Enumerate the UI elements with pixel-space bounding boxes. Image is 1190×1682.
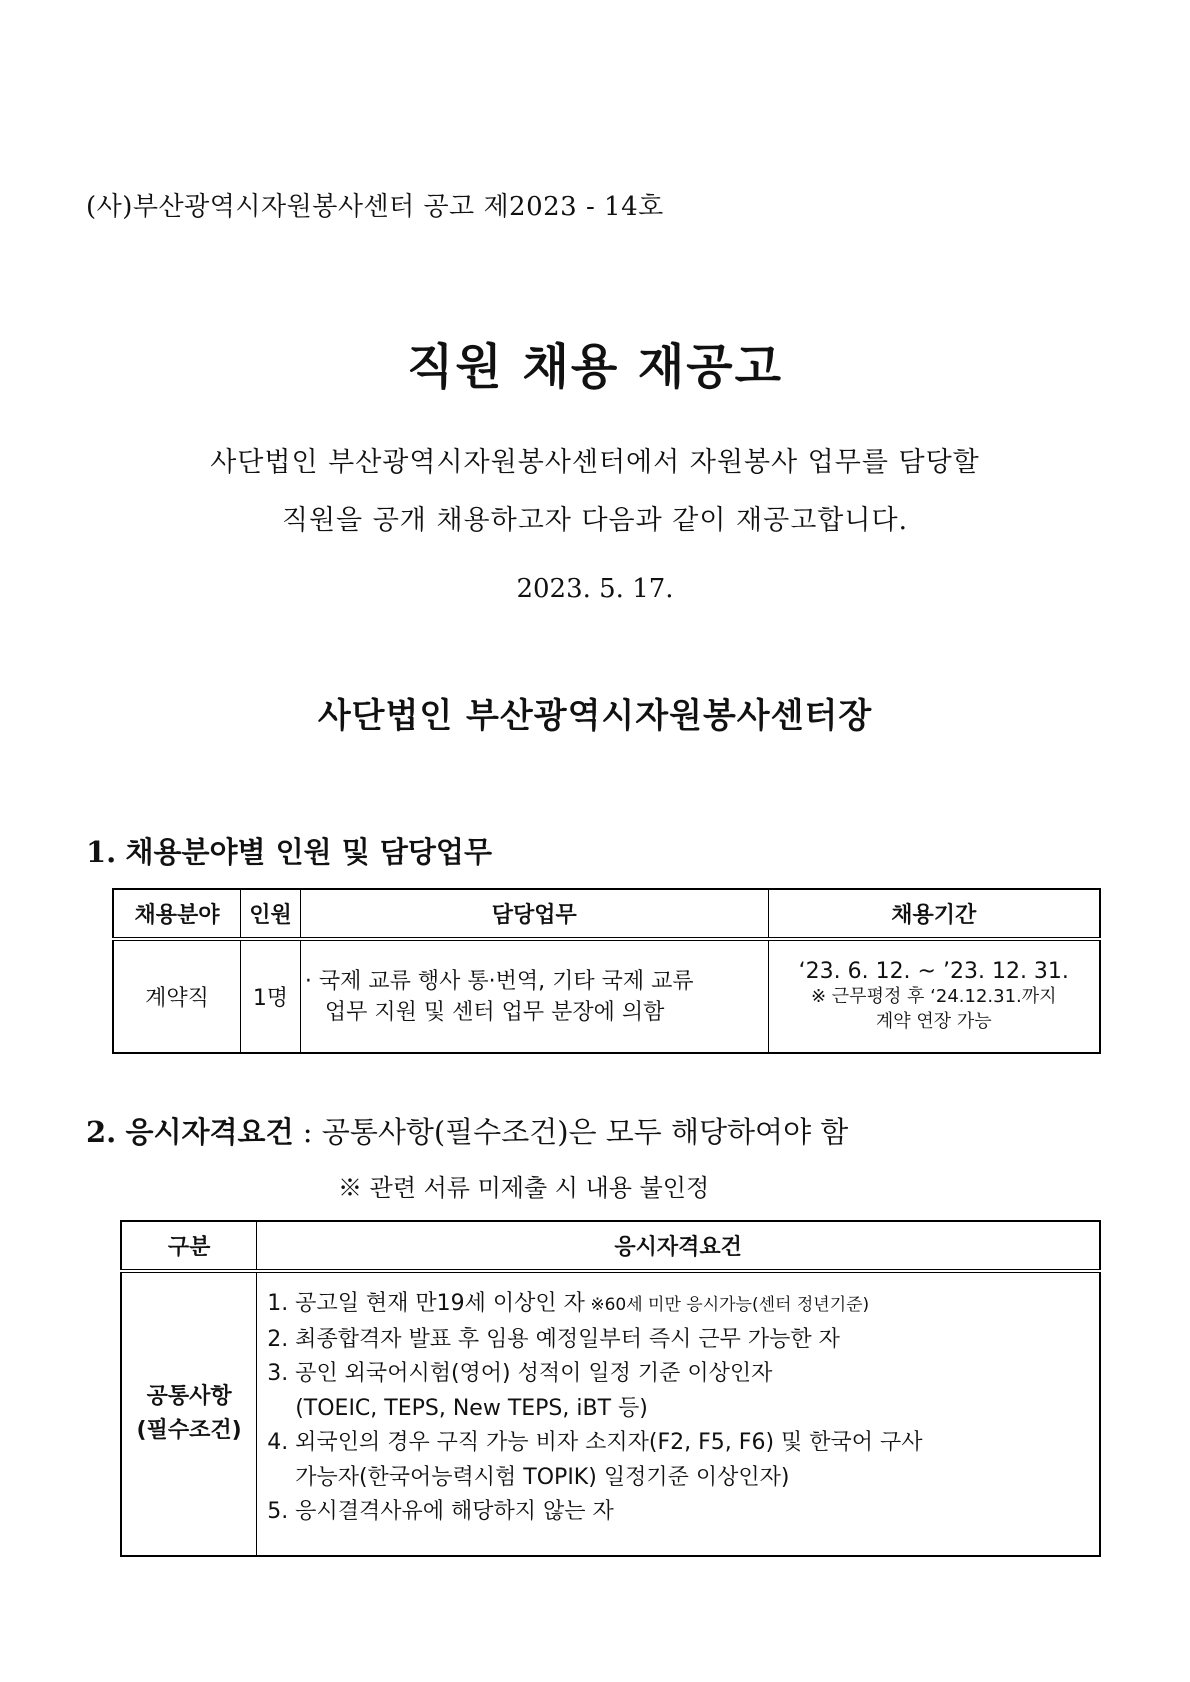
document-title: 직원 채용 재공고 — [407, 339, 783, 395]
requirements-table — [120, 1220, 1101, 1557]
section-2-note: ※ 관련 서류 미제출 시 내용 불인정 — [338, 1174, 710, 1202]
section-2-title: 응시자격요건 — [125, 1115, 294, 1149]
cell-duty — [300, 939, 768, 1053]
section-1-number: 1. — [86, 835, 117, 869]
section-2-heading — [86, 1110, 848, 1151]
section-2-subtitle: : 공통사항(필수조건)은 모두 해당하여야 함 — [293, 1115, 849, 1149]
section-2-number: 2. — [86, 1115, 117, 1149]
requirement-3-continued: (TOEIC, TEPS, New TEPS, iBT 등) — [295, 1395, 648, 1421]
issuer-name: 사단법인 부산광역시자원봉사센터장 — [317, 696, 873, 736]
intro-line-2: 직원을 공개 채용하고자 다음과 같이 재공고합니다. — [281, 505, 909, 536]
cell-field: 계약직 — [113, 939, 241, 1053]
table-header-row — [121, 1221, 1100, 1271]
cell-category — [121, 1271, 257, 1556]
notice-date: 2023. 5. 17. — [516, 574, 674, 604]
category-line-2: (필수조건) — [136, 1418, 242, 1443]
cell-period — [768, 939, 1100, 1053]
intro-line-1: 사단법인 부산광역시자원봉사센터에서 자원봉사 업무를 담당할 — [210, 447, 980, 478]
section-1-title: 채용분야별 인원 및 담당업무 — [125, 835, 492, 869]
requirement-1-text: 1. 공고일 현재 만19세 이상인 자 — [267, 1291, 585, 1316]
duty-line-1: · 국제 교류 행사 통·번역, 기타 국제 교류 — [304, 968, 694, 994]
period-note-2: 계약 연장 가능 — [875, 1011, 992, 1032]
requirement-5: 5. 응시결격사유에 해당하지 않는 자 — [267, 1499, 614, 1524]
cell-count: 1명 — [241, 939, 301, 1053]
header-period: 채용기간 — [768, 889, 1100, 939]
cell-requirements — [257, 1271, 1100, 1556]
section-1-heading — [86, 830, 492, 871]
requirement-3: 3. 공인 외국어시험(영어) 성적이 일정 기준 이상인자 — [267, 1361, 773, 1386]
table-row — [121, 1271, 1100, 1556]
period-range: ‘23. 6. 12. ~ ’23. 12. 31. — [798, 959, 1069, 984]
header-category: 구분 — [121, 1221, 257, 1271]
notice-number: (사)부산광역시자원봉사센터 공고 제2023 - 14호 — [86, 192, 664, 222]
table-header-row — [113, 889, 1100, 939]
requirement-4-continued: 가능자(한국어능력시험 TOPIK) 일정기준 이상인자) — [295, 1464, 790, 1490]
positions-table — [112, 888, 1101, 1054]
category-line-1: 공통사항 — [146, 1384, 232, 1409]
table-row — [113, 939, 1100, 1053]
requirement-4: 4. 외국인의 경우 구직 가능 비자 소지자(F2, F5, F6) 및 한국어 구사 — [267, 1430, 923, 1455]
header-requirements: 응시자격요건 — [257, 1221, 1100, 1271]
duty-line-2: 업무 지원 및 센터 업무 분장에 의함 — [324, 999, 665, 1025]
requirement-1 — [267, 1287, 1099, 1323]
header-field: 채용분야 — [113, 889, 241, 939]
requirement-2: 2. 최종합격자 발표 후 임용 예정일부터 즉시 근무 가능한 자 — [267, 1326, 840, 1352]
requirement-1-note: ※60세 미만 응시가능(센터 정년기준) — [584, 1295, 870, 1315]
period-note-1: ※ 근무평정 후 ‘24.12.31.까지 — [810, 986, 1057, 1007]
header-count: 인원 — [241, 889, 301, 939]
header-duty: 담당업무 — [300, 889, 768, 939]
